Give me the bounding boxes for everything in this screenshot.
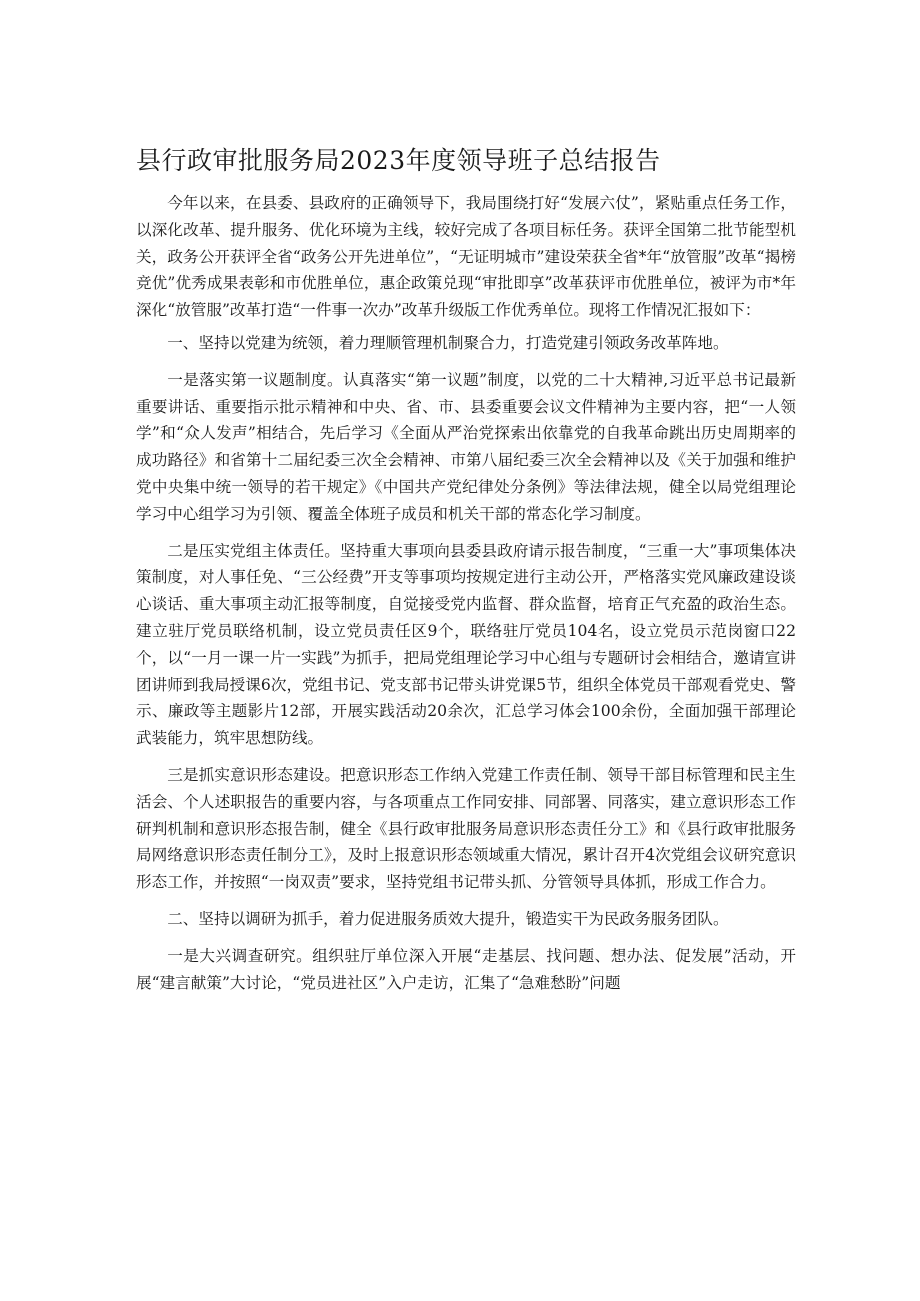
- paragraph-party-responsibility: 二是压实党组主体责任。坚持重大事项向县委县政府请示报告制度，“三重一大”事项集体决策制度，对人事任免、“三公经费”开支等事项均按规定进行主动公开，严格落实党风廉政建设谈心谈话、重大事项主动汇报等制度，自觉接受党内监督、群众监督，培育正气充盈的政治生态。建立驻厅党员联络机制，设立党员责任区9个，联络驻厅党员104名，设立党员示范岗窗口22个，以“一月一课一片一实践”为抓手，把局党组理论学习中心组与专题研讨会相结合，邀请宣讲团讲师到我局授课6次，党组书记、党支部书记带头讲党课5节，组织全体党员干部观看党史、警示、廉政等主题影片12部，开展实践活动20余次，汇总学习体会100余份，全面加强干部理论武装能力，筑牢思想防线。: [136, 541, 796, 748]
- document-body: [136, 190, 796, 1006]
- paragraph-first-topic: 一是落实第一议题制度。认真落实“第一议题”制度，以党的二十大精神,习近平总书记最新重要讲话、重要指示批示精神和中央、省、市、县委重要会议文件精神为主要内容，把“一人领学”和“众人发声”相结合，先后学习《全面从严治党探索出依靠党的自我革命跳出历史周期率的成功路径》和省第十二届纪委三次全会精神、市第八届纪委三次全会精神以及《关于加强和维护党中央集中统一领导的若干规定》《中国共产党纪律处分条例》等法律法规，健全以局党组理论学习中心组学习为引领、覆盖全体班子成员和机关干部的常态化学习制度。: [136, 370, 796, 523]
- document-title: 县行政审批服务局2023年度领导班子总结报告: [136, 146, 661, 175]
- intro-paragraph: 今年以来，在县委、县政府的正确领导下，我局围绕打好“发展六仗”，紧贴重点任务工作，以深化改革、提升服务、优化环境为主线，较好完成了各项目标任务。获评全国第二批节能型机关，政务公开获评全省“政务公开先进单位”，“无证明城市”建设荣获全省*年“放管服”改革“揭榜竞优”优秀成果表彰和市优胜单位，惠企政策兑现“审批即享”改革获评市优胜单位，被评为市*年深化“放管服”改革打造“一件事一次办”改革升级版工作优秀单位。现将工作情况汇报如下：: [136, 194, 796, 320]
- section-heading-1: 一、坚持以党建为统领，着力理顺管理机制聚合力，打造党建引领政务改革阵地。: [167, 333, 729, 352]
- paragraph-ideology: 三是抓实意识形态建设。把意识形态工作纳入党建工作责任制、领导干部目标管理和民主生活会、个人述职报告的重要内容，与各项重点工作同安排、同部署、同落实，建立意识形态工作研判机制和意识形态报告制，健全《县行政审批服务局意识形态责任分工》和《县行政审批服务局网络意识形态责任制分工》，及时上报意识形态领域重大情况，累计召开4次党组会议研究意识形态工作，并按照“一岗双责”要求，坚持党组书记带头抓、分管领导具体抓，形成工作合力。: [136, 765, 796, 892]
- section-heading-2: 二、坚持以调研为抓手，着力促进服务质效大提升，锻造实干为民政务服务团队。: [167, 909, 729, 928]
- paragraph-research: 一是大兴调查研究。组织驻厅单位深入开展“走基层、找问题、想办法、促发展”活动，开展“建言献策”大讨论，“党员进社区”入户走访，汇集了“急难愁盼”问题: [136, 946, 796, 992]
